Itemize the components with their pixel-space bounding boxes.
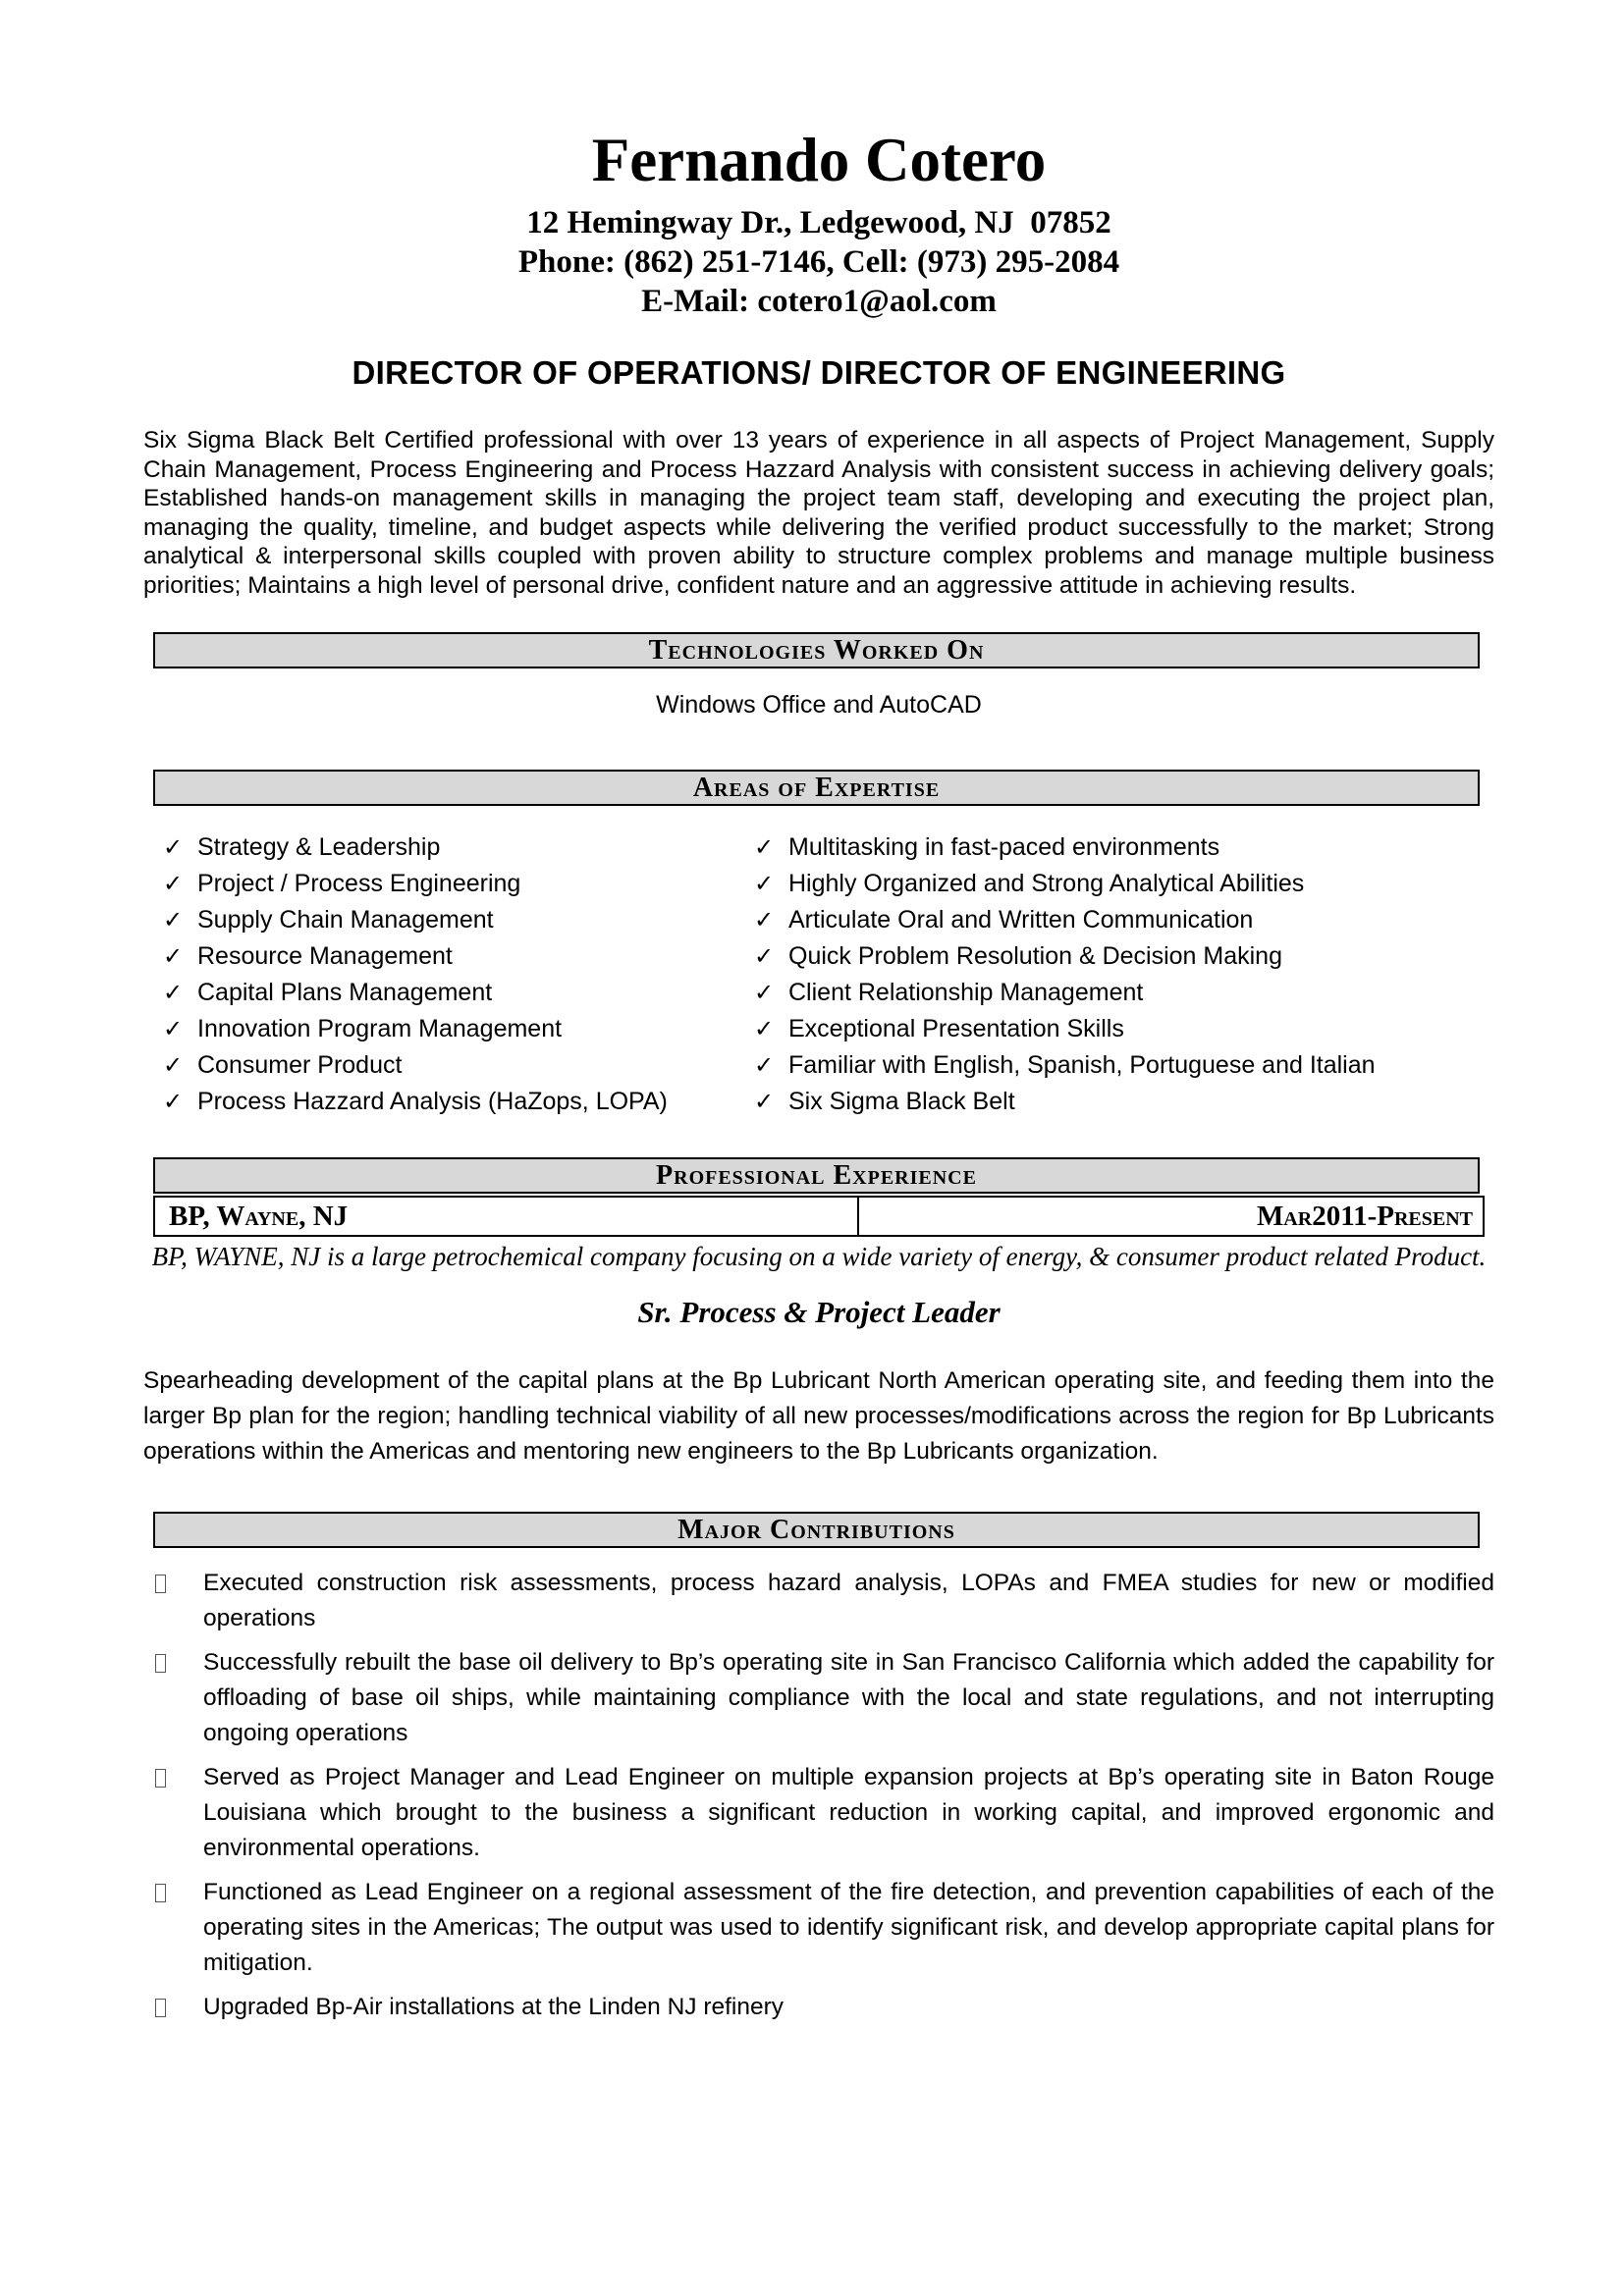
list-item-label: Exceptional Presentation Skills	[788, 1015, 1124, 1042]
technologies-content: Windows Office and AutoCAD	[656, 691, 982, 719]
list-item	[754, 1047, 1494, 1084]
check-icon: ✓	[163, 1088, 184, 1115]
list-item-label: Consumer Product	[197, 1051, 403, 1079]
list-item	[143, 1760, 1494, 1866]
check-icon: ✓	[163, 870, 184, 897]
experience-entry-row	[153, 1196, 1485, 1237]
check-icon: ✓	[163, 1051, 184, 1079]
section-header-expertise: Areas of Expertise	[153, 770, 1480, 806]
company-name: BP, Wayne, NJ	[155, 1198, 859, 1235]
list-item	[754, 829, 1494, 866]
list-item	[754, 1084, 1494, 1120]
list-item	[143, 1990, 1494, 2025]
list-item	[754, 938, 1494, 975]
check-icon: ✓	[754, 1051, 775, 1079]
check-icon: ✓	[754, 906, 775, 934]
check-icon: ✓	[163, 942, 184, 970]
person-name: Fernando Cotero	[591, 126, 1047, 194]
section-header-technologies: Technologies Worked On	[153, 632, 1480, 668]
list-item-label: Familiar with English, Spanish, Portuguese and Italian	[788, 1051, 1376, 1079]
bullet-box-icon	[155, 1999, 166, 2017]
company-description: BP, WAYNE, NJ is a large petrochemical company focusing on a wide variety of energy, & consumer product related Product.	[151, 1242, 1487, 1271]
list-item-label: Project / Process Engineering	[197, 870, 521, 897]
section-header-contributions: Major Contributions	[153, 1512, 1480, 1548]
list-item	[143, 1566, 1494, 1636]
check-icon: ✓	[754, 833, 775, 861]
list-item	[754, 1011, 1494, 1047]
list-item	[163, 866, 754, 902]
section-header-experience: Professional Experience	[153, 1157, 1480, 1194]
check-icon: ✓	[163, 906, 184, 934]
list-item	[163, 938, 754, 975]
bullet-text: Upgraded Bp-Air installations at the Linden NJ refinery	[203, 1994, 785, 2020]
list-item	[163, 1084, 754, 1120]
check-icon: ✓	[754, 1088, 775, 1115]
check-icon: ✓	[754, 1015, 775, 1042]
expertise-column-left	[143, 829, 754, 1120]
list-item-label: Client Relationship Management	[788, 979, 1144, 1006]
list-item-label: Process Hazzard Analysis (HaZops, LOPA)	[197, 1088, 668, 1115]
check-icon: ✓	[163, 979, 184, 1006]
check-icon: ✓	[754, 870, 775, 897]
list-item	[163, 975, 754, 1011]
list-item	[163, 829, 754, 866]
phone-line: Phone: (862) 251-7146, Cell: (973) 295-2084	[517, 244, 1120, 280]
list-item-label: Supply Chain Management	[197, 906, 494, 934]
list-item	[754, 975, 1494, 1011]
contact-block	[143, 203, 1494, 321]
list-item-label: Innovation Program Management	[197, 1015, 563, 1042]
list-item-label: Multitasking in fast-paced environments	[788, 833, 1220, 861]
bullet-box-icon	[155, 1654, 166, 1673]
list-item	[754, 902, 1494, 938]
list-item	[163, 1011, 754, 1047]
list-item	[163, 902, 754, 938]
list-item	[163, 1047, 754, 1084]
bullet-box-icon	[155, 1575, 166, 1593]
list-item-label: Resource Management	[197, 942, 453, 970]
bullet-box-icon	[155, 1769, 166, 1788]
list-item-label: Capital Plans Management	[197, 979, 493, 1006]
bullet-text: Successfully rebuilt the base oil delivery to Bp’s operating site in San Francisco California which added the capability for offloading of base oil ships, while maintaining compliance with the local and state regulations, and not interrupting ongoing operations	[203, 1649, 1494, 1746]
check-icon: ✓	[754, 942, 775, 970]
list-item-label: Articulate Oral and Written Communication	[788, 906, 1254, 934]
bullet-text: Functioned as Lead Engineer on a regional assessment of the fire detection, and prevention capabilities of each of the operating sites in the Americas; The output was used to identify significant risk, and develop appropriate capital plans for mitigation.	[203, 1879, 1494, 1976]
list-item-label: Six Sigma Black Belt	[788, 1088, 1015, 1115]
check-icon: ✓	[754, 979, 775, 1006]
bullet-text: Executed construction risk assessments, process hazard analysis, LOPAs and FMEA studies for new or modified operations	[203, 1570, 1494, 1631]
role-description: Spearheading development of the capital plans at the Bp Lubricant North American operating site, and feeding them into the larger Bp plan for the region; handling technical viability of all new processes/modifications across the region for Bp Lubricants operations within the Americas and mentoring new engineers to the Bp Lubricants organization.	[143, 1367, 1494, 1465]
job-title: Sr. Process & Project Leader	[637, 1295, 1001, 1329]
email-line: E-Mail: cotero1@aol.com	[641, 284, 997, 319]
summary-paragraph: Six Sigma Black Belt Certified professional with over 13 years of experience in all aspects of Project Management, Supply Chain Management, Process Engineering and Process Hazzard Analysis with consistent success in achieving delivery goals; Established hands-on management skills in managing the project team staff, developing and executing the project plan, managing the quality, timeline, and budget aspects while delivering the verified product successfully to the market; Strong analytical & interpersonal skills coupled with proven ability to structure complex problems and manage multiple business priorities; Maintains a high level of personal drive, confident nature and an aggressive attitude in achieving results.	[143, 427, 1494, 599]
expertise-list	[143, 829, 1494, 1120]
check-icon: ✓	[163, 833, 184, 861]
list-item-label: Highly Organized and Strong Analytical Abilities	[788, 870, 1305, 897]
check-icon: ✓	[163, 1015, 184, 1042]
list-item	[754, 866, 1494, 902]
contributions-list	[143, 1566, 1494, 2025]
expertise-column-right	[754, 829, 1494, 1120]
bullet-text: Served as Project Manager and Lead Engineer on multiple expansion projects at Bp’s operating site in Baton Rouge Louisiana which brought to the business a significant reduction in working capital, and improved ergonomic and environmental operations.	[203, 1764, 1494, 1861]
address-line: 12 Hemingway Dr., Ledgewood, NJ 07852	[526, 205, 1111, 240]
list-item	[143, 1645, 1494, 1751]
resume-title: DIRECTOR OF OPERATIONS/ DIRECTOR OF ENGINEERING	[352, 354, 1286, 391]
employment-dates: Mar2011-Present	[1256, 1200, 1473, 1232]
list-item-label: Quick Problem Resolution & Decision Making	[788, 942, 1282, 970]
list-item-label: Strategy & Leadership	[197, 833, 441, 861]
bullet-box-icon	[155, 1884, 166, 1902]
list-item	[143, 1875, 1494, 1981]
